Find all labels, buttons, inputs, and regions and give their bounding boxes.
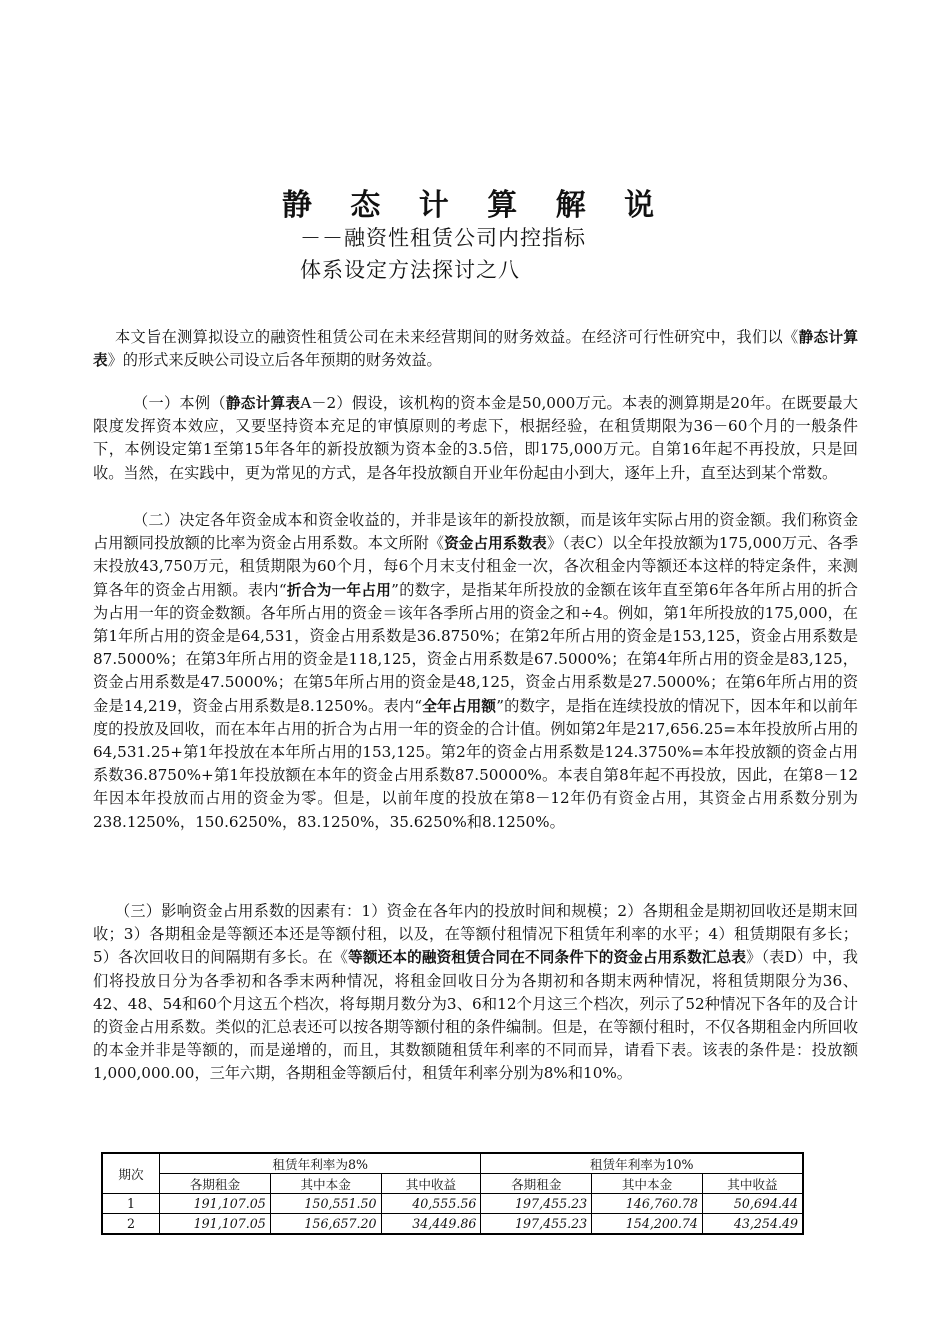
table-header-row — [102, 1153, 803, 1174]
bold-term: 等额还本的融资租赁合同在不同条件下的资金占用系数汇总表 — [348, 949, 747, 967]
table-row — [102, 1214, 803, 1235]
rent-cell: 191,107.05 — [160, 1214, 271, 1235]
table-row — [102, 1194, 803, 1214]
text-run: ”的数字，是指在连续投放的情况下，因本年和以前年度的投放及回收，而在本年占用的折合为占用一年的资金的合计值。例如第2年是217,656.25=本年投放所占用的64,531.25+第1年投放在本年所占用的153,125。第2年的资金占用系数是124.3750%=本年投放额的资金占用系数36.8750%+第1年投放额在本年的资金占用系数87.50000%。本表自第8年起不再投放，因此，在第8－12年因本年投放而占用的资金为零。但是，以前年度的投放在第8－12年仍有资金占用，其资金占用系数分别为238.1250%，150.6250%，83.1250%，35.6250%和8.1250%。 — [93, 696, 858, 831]
col-income-header: 其中收益 — [381, 1174, 481, 1194]
period-cell: 1 — [102, 1194, 160, 1214]
col-income-header: 其中收益 — [702, 1174, 803, 1194]
col-principal-header: 其中本金 — [270, 1174, 381, 1194]
text-run: 》的形式来反映公司设立后各年预期的财务效益。 — [107, 351, 442, 370]
text-run: （二）决定各年资金成本和资金收益的，并非是该年的新投放额，而是该年实际占用的资金额。我们称资金占用额同投放额的比率为资金占用系数。本文所附《 — [93, 511, 858, 553]
subtitle-line-2: 体系设定方法探讨之八 — [300, 258, 520, 282]
section-two-paragraph — [93, 509, 858, 834]
text-run: A－2）假设，该机构的资本金是50,000万元。本表的测算期是20年。在既要最大限度发挥资本效应，又要坚持资本充足的审慎原则的考虑下，根据经验，在租赁期限为36－60个月的一般条件下，本例设定第1至第15年各年的新投放额为资本金的3.5倍，即175,000万元。自第16年起不再投放，只是回收。当然，在实践中，更为常见的方式，是各年投放额自开业年份起由小到大，逐年上升，直至达到某个常数。 — [93, 394, 858, 482]
text-run: （一）本例（ — [133, 394, 226, 412]
section-one-paragraph — [93, 392, 858, 485]
principal-cell: 156,657.20 — [270, 1214, 381, 1235]
text-run: ”的数字，是指某年所投放的金额在该年直至第6年各年所占用的折合为占用一年的资金数额。各年所占用的资金＝该年各季所占用的资金之和÷4。例如，第1年所投放的175,000，在第1年所占用的资金是64,531，资金占用系数是36.8750%；在第2年所占用的资金是153,125，资金占用系数是87.5000%；在第3年所占用的资金是118,125，资金占用系数是67.5000%；在第4年所占用的资金是83,125，资金占用系数是47.5000%；在第5年所占用的资金是48,125，资金占用系数是27.5000%；在第6年所占用的资金是14,219，资金占用系数是8.1250%。表内“ — [93, 580, 858, 715]
intro-paragraph — [93, 326, 858, 372]
principal-cell: 146,760.78 — [592, 1194, 703, 1214]
period-header: 期次 — [102, 1153, 160, 1194]
rent-cell: 197,455.23 — [481, 1214, 592, 1235]
rate-10-header: 租赁年利率为10% — [481, 1153, 803, 1174]
lease-payment-table — [101, 1152, 804, 1235]
col-rent-header: 各期租金 — [160, 1174, 271, 1194]
text-run: 本文旨在测算拟设立的融资性租赁公司在未来经营期间的财务效益。在经济可行性研究中，我们以《 — [115, 328, 799, 346]
bold-term: 资金占用系数表 — [444, 535, 547, 553]
text-run: 》（表D）中，我们将投放日分为各季初和各季末两种情况，将租金回收日分为各期初和各期末两种情况，将租赁期限分为36、42、48、54和60个月这五个档次，将每期月数分为3、6和12个月这三个档次，列示了52种情况下各年的及合计的资金占用系数。类似的汇总表还可以按各期等额付租的条件编制。但是，在等额付租时，不仅各期租金内所回收的本金并非是等额的，而是递增的，而且，其数额随租赁年利率的不同而异，请看下表。该表的条件是：投放额1,000,000.00，三年六期，各期租金等额后付，租赁年利率分别为8%和10%。 — [93, 948, 858, 1083]
income-cell: 40,555.56 — [381, 1194, 481, 1214]
income-cell: 43,254.49 — [702, 1214, 803, 1235]
subtitle-line-1: －－融资性租赁公司内控指标 — [300, 226, 586, 250]
bold-term: 全年占用额 — [422, 697, 497, 715]
period-cell: 2 — [102, 1214, 160, 1235]
col-rent-header: 各期租金 — [481, 1174, 592, 1194]
rent-cell: 191,107.05 — [160, 1194, 271, 1214]
principal-cell: 150,551.50 — [270, 1194, 381, 1214]
rate-8-header: 租赁年利率为8% — [160, 1153, 481, 1174]
section-three-paragraph — [93, 900, 858, 1086]
bold-term: 静态计算表 — [225, 395, 301, 412]
rent-cell: 197,455.23 — [481, 1194, 592, 1214]
principal-cell: 154,200.74 — [592, 1214, 703, 1235]
income-cell: 34,449.86 — [381, 1214, 481, 1235]
text-run: 》（表C）以全年投放额为175,000万元、各季末投放43,750万元，租赁期限为60个月，每6个月末支付租金一次，各次租金内等额还本这样的特定条件，来测算各年的资金占用额。表内“ — [93, 534, 859, 599]
bold-term: 折合为一年占用 — [286, 581, 392, 599]
page-title: 静 态 计 算 解 说 — [281, 188, 669, 223]
col-principal-header: 其中本金 — [592, 1174, 703, 1194]
bold-term: 静态计算表 — [93, 329, 858, 370]
text-run: （三）影响资金占用系数的因素有：1）资金在各年内的投放时间和规模；2）各期租金是期初回收还是期末回收；3）各期租金是等额还本还是等额付租，以及，在等额付租情况下租赁年利率的水平；4）租赁期限有多长；5）各次回收日的间隔期有多长。在《 — [93, 902, 858, 967]
table-subheader-row — [102, 1174, 803, 1194]
income-cell: 50,694.44 — [702, 1194, 803, 1214]
